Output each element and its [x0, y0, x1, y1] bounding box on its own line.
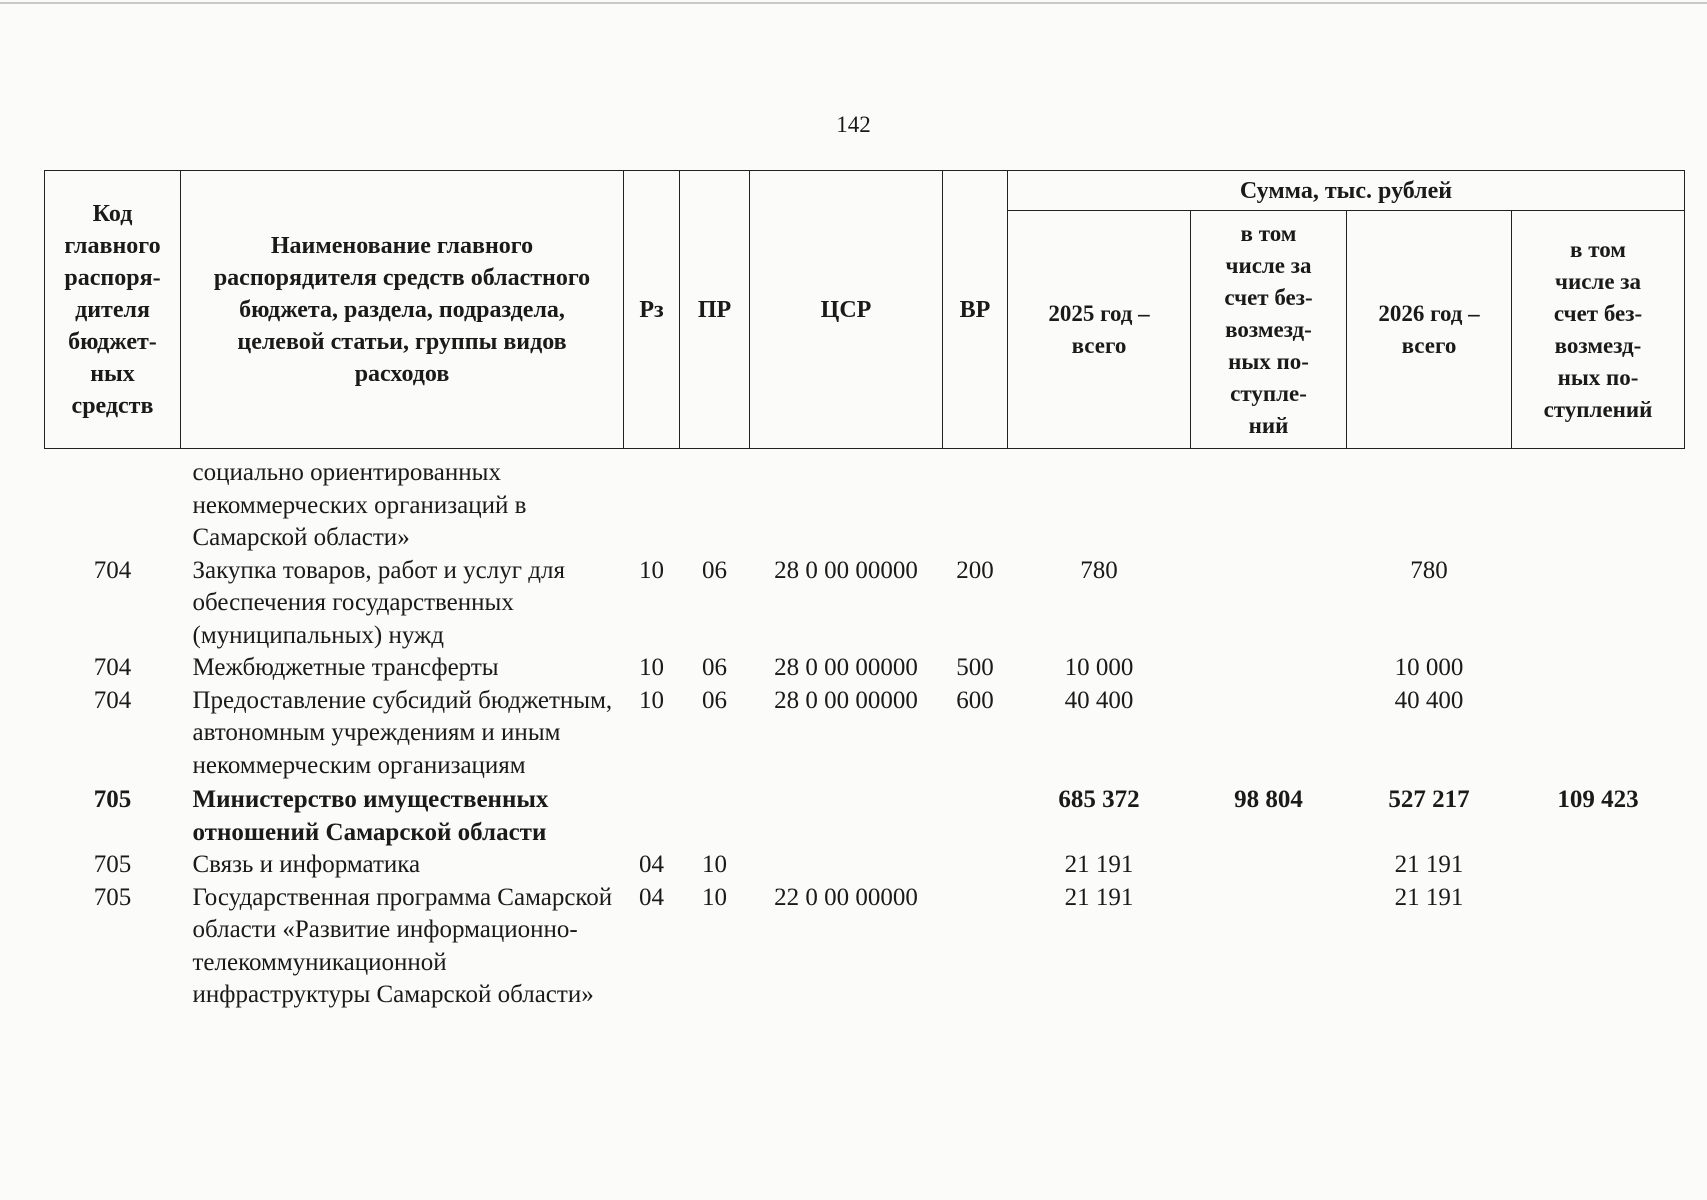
cell-2025-total: 10 000 [1064, 654, 1134, 681]
cell-name: социально ориентированных некоммерческих организаций в Самарской области» [192, 459, 527, 551]
cell-2026-total [1347, 449, 1512, 555]
cell-name: Министерство имущественных отношений Самарской области [192, 786, 549, 846]
cell-rz: 10 [639, 686, 664, 714]
cell-2026-free: 109 423 [1557, 786, 1639, 813]
cell-2026-total: 40 400 [1394, 686, 1464, 714]
cell-pr: 06 [702, 654, 727, 681]
cell-code: 705 [93, 786, 132, 813]
page-number: 142 [836, 112, 871, 137]
header-2025-free: в том числе за счет без-возмезд-ных по-ступле-ний [1191, 211, 1347, 449]
cell-2025-total [1008, 449, 1191, 555]
cell-vr: 500 [956, 654, 994, 681]
header-vr: ВР [943, 171, 1008, 449]
cell-2026-total: 780 [1410, 556, 1448, 584]
cell-code: 705 [93, 883, 132, 911]
cell-pr [680, 782, 750, 849]
table-row [45, 849, 1685, 882]
cell-2025-total: 40 400 [1064, 686, 1134, 714]
cell-2025-free [1191, 652, 1347, 685]
cell-code: 704 [93, 654, 132, 681]
cell-2026-total: 10 000 [1394, 654, 1464, 681]
cell-2026-total: 21 191 [1394, 851, 1464, 878]
cell-rz: 10 [639, 654, 664, 681]
cell-pr: 06 [702, 686, 727, 714]
header-pr: ПР [680, 171, 750, 449]
header-2026-free: в том числе за счет без-возмезд-ных по-ступлений [1512, 211, 1685, 449]
cell-2026-total: 21 191 [1394, 883, 1464, 911]
cell-vr [943, 782, 1008, 849]
cell-2025-free [1191, 849, 1347, 882]
cell-2026-free [1512, 555, 1685, 653]
table-row [45, 449, 1685, 555]
cell-vr: 600 [956, 686, 994, 714]
cell-2026-total: 527 217 [1388, 786, 1470, 813]
cell-pr: 10 [702, 883, 727, 911]
cell-vr [943, 449, 1008, 555]
cell-csr [750, 782, 943, 849]
cell-2025-free [1191, 555, 1347, 653]
cell-2026-free [1512, 849, 1685, 882]
header-name: Наименование главного распорядителя средств областного бюджета, раздела, подраздела, целевой статьи, группы видов расходов [181, 171, 624, 449]
cell-code [45, 449, 181, 555]
cell-name: Государственная программа Самарской области «Развитие информационно-телекоммуникационной инфраструктуры Самарской области» [192, 883, 613, 1008]
cell-2026-free [1512, 882, 1685, 1012]
cell-rz: 04 [639, 883, 664, 911]
cell-rz [624, 449, 680, 555]
table-body [45, 449, 1685, 1012]
header-code: Код главного распоря-дителя бюджет-ных средств [45, 171, 181, 449]
cell-2025-free [1191, 685, 1347, 783]
table-row [45, 782, 1685, 849]
table-row [45, 555, 1685, 653]
cell-2025-total: 685 372 [1058, 786, 1140, 813]
header-2026-total: 2026 год – всего [1347, 211, 1512, 449]
cell-csr: 28 0 00 00000 [774, 654, 918, 681]
cell-rz: 04 [639, 851, 664, 878]
cell-2025-total: 21 191 [1064, 851, 1134, 878]
cell-2025-total: 21 191 [1064, 883, 1134, 911]
cell-csr [750, 449, 943, 555]
cell-2026-free [1512, 652, 1685, 685]
table-row [45, 685, 1685, 783]
cell-rz: 10 [639, 556, 664, 584]
header-sum: Сумма, тыс. рублей [1008, 171, 1685, 211]
cell-code: 704 [93, 686, 132, 714]
scan-top-edge [0, 2, 1707, 4]
header-rz: Рз [624, 171, 680, 449]
cell-2025-total: 780 [1080, 556, 1118, 584]
table-header [45, 171, 1685, 449]
cell-code: 705 [93, 851, 132, 878]
cell-csr: 28 0 00 00000 [774, 686, 918, 714]
table-row [45, 652, 1685, 685]
cell-pr [680, 449, 750, 555]
cell-vr: 200 [956, 556, 994, 584]
cell-vr [943, 849, 1008, 882]
budget-table [44, 170, 1685, 1012]
cell-2025-free: 98 804 [1234, 786, 1303, 813]
header-2025-total: 2025 год – всего [1008, 211, 1191, 449]
cell-csr [750, 849, 943, 882]
cell-name: Межбюджетные трансферты [192, 654, 499, 681]
cell-pr: 10 [702, 851, 727, 878]
cell-2025-free [1191, 882, 1347, 1012]
cell-2026-free [1512, 449, 1685, 555]
cell-name: Связь и информатика [192, 851, 421, 878]
cell-2025-free [1191, 449, 1347, 555]
cell-csr: 28 0 00 00000 [774, 556, 918, 584]
header-csr: ЦСР [750, 171, 943, 449]
cell-name: Предоставление субсидий бюджетным, автономным учреждениям и иным некоммерческим организациям [192, 686, 613, 779]
cell-pr: 06 [702, 556, 727, 584]
cell-rz [624, 782, 680, 849]
cell-csr: 22 0 00 00000 [774, 883, 918, 911]
cell-name: Закупка товаров, работ и услуг для обеспечения государственных (муниципальных) нужд [192, 556, 565, 649]
cell-vr [943, 882, 1008, 1012]
cell-2026-free [1512, 685, 1685, 783]
table-row [45, 882, 1685, 1012]
cell-code: 704 [93, 556, 132, 584]
